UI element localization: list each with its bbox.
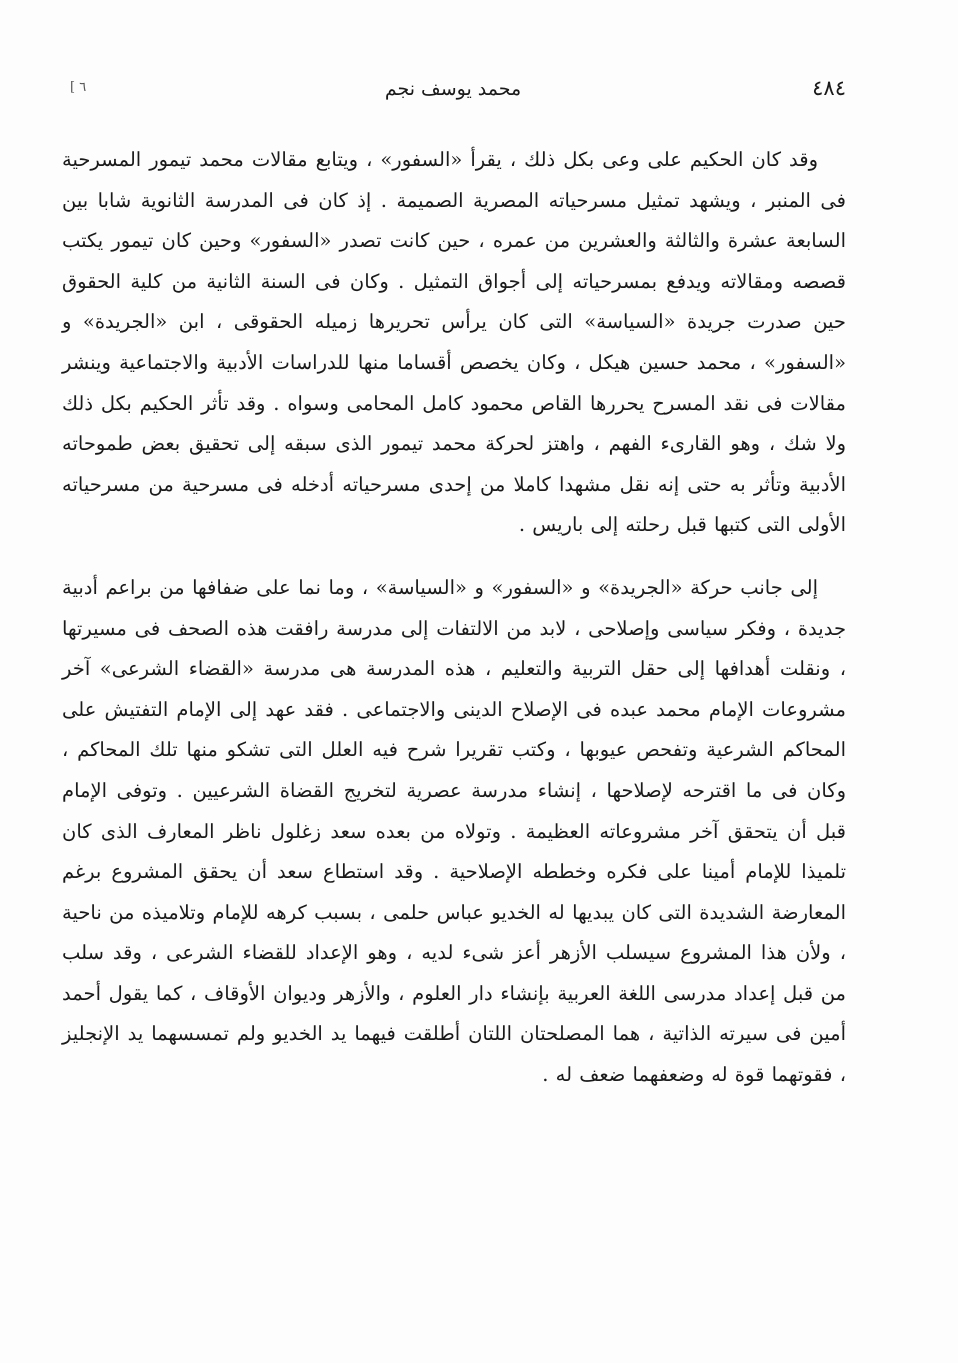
section-marker: [ ٦ [70,80,87,95]
body-text [62,140,846,1096]
paragraph-2: إلى جانب حركة «الجريدة» و «السفور» و «السياسة» ، وما نما على ضفافها من براعم أدبية جديدة ، وفكر سياسى وإصلاحى ، لابد من الالتفات إلى مدرسة رافقت هذه الصحف فى مسيرتها ، ونقلت أهدافها إلى حقل التربية والتعليم ، هذه المدرسة هى مدرسة «القضاء الشرعى» آخر مشروعات الإمام محمد عبده فى الإصلاح الدينى والاجتماعى . فقد عهد إلى الإمام التفتيش على المحاكم الشرعية وتفحص عيوبها ، وكتب تقريرا شرح فيه العلل التى تشكو منها تلك المحاكم ، وكان فى ما اقترحه لإصلاحها ، إنشاء مدرسة عصرية لتخريج القضاة الشرعيين . وتوفى الإمام قبل أن يتحقق آخر مشروعاته العظيمة . وتولاه من بعده سعد زغلول ناظر المعارف الذى كان تلميذا للإمام أمينا على فكره وخططه الإصلاحية . وقد استطاع سعد أن يحقق المشروع برغم المعارضة الشديدة التى كان يبديها له الخديو عباس حلمى ، بسبب كرهه للإمام وتلاميذه من ناحية ، ولأن هذا المشروع سيسلب الأزهر أعز شىء لديه ، وهو الإعداد للقضاء الشرعى ، وقد سلب من قبل إعداد مدرسى اللغة العربية بإنشاء دار العلوم ، والأزهر وديوان الأوقاف ، كما يقول أحمد أمين فى سيرته الذاتية ، هما المصلحتان اللتان أطلقت فيهما يد الخديو ولم تمسسهما يد الإنجليز ، فقوتهما قوة له وضعفهما ضعف له . [62,575,846,1087]
page-number: ٤٨٤ [812,76,846,100]
running-title: محمد يوسف نجم [384,78,522,100]
page-header [60,76,846,106]
paragraph-1: وقد كان الحكيم على وعى بكل ذلك ، يقرأ «السفور» ، ويتابع مقالات محمد تيمور المسرحية فى المنبر ، ويشهد تمثيل مسرحياته المصرية الصميمة . إذ كان فى المدرسة الثانوية شابا بين السابعة عشرة والثالثة والعشرين من عمره ، حين كانت تصدر «السفور» وحين كان تيمور يكتب قصصه ومقالاته ويدفع بمسرحياته إلى أجواق التمثيل . وكان فى السنة الثانية من كلية الحقوق حين صدرت جريدة «السياسة» التى كان يرأس تحريرها زميله الحقوقى ، ابن «الجريدة» و «السفور» ، محمد حسين هيكل ، وكان يخصص أقساما منها للدراسات الأدبية والاجتماعية وينشر مقالات فى نقد المسرح يحررها القاص محمود كامل المحامى وسواه . وقد تأثر الحكيم بكل ذلك ولا شك ، وهو القارىء الفهم ، واهتز لحركة محمد تيمور الذى سبقه إلى تحقيق بعض طموحاته الأدبية وتأثر به حتى إنه نقل مشهدا كاملا من إحدى مسرحياته أدخله فى مسرحية من مسرحياته الأولى التى كتبها قبل رحلته إلى باريس . [62,148,846,537]
